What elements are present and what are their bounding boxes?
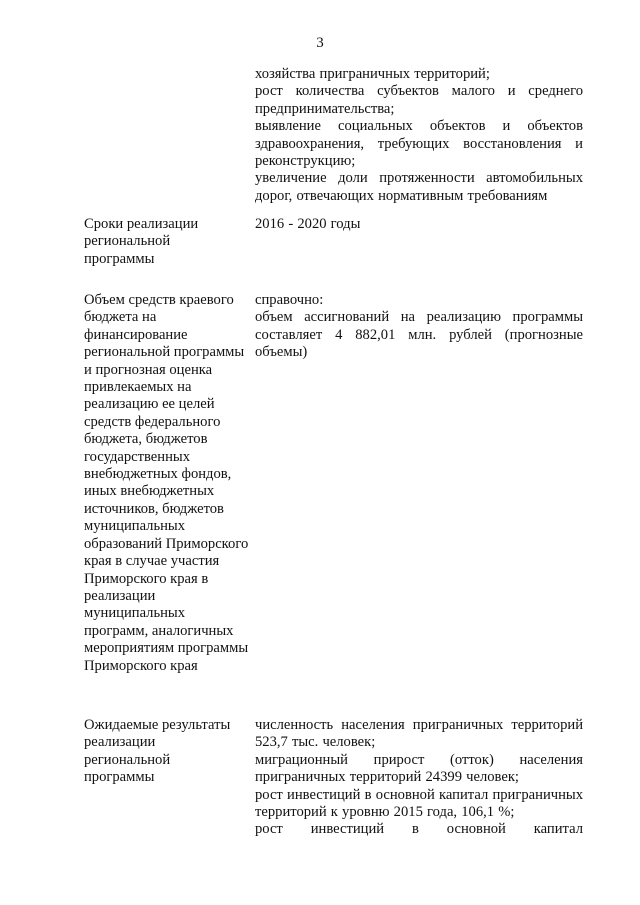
row-label: Объем средств краевого бюджета на финансирование региональной программы и прогнозная оценка привлекаемых на реализацию ее целей средств федерального бюджета, бюджетов государственных внебюджетных фондов, иных внебюджетных источников, бюджетов муниципальных образований Приморского края в случае участия Приморского края в реализации муниципальных программ, аналогичных мероприятиям программы Приморского края: [84, 292, 249, 674]
row-content: [255, 216, 583, 233]
row-content: [255, 292, 583, 362]
list-item: справочно:: [255, 292, 324, 308]
list-item: рост инвестиций в основной капитал приграничных территорий к уровню 2015 года, 106,1 %;: [255, 786, 583, 821]
list-item: 2016 - 2020 годы: [255, 216, 361, 232]
list-item: численность населения приграничных территорий 523,7 тыс. человек;: [255, 717, 583, 751]
list-item: рост количества субъектов малого и среднего предпринимательства;: [255, 83, 583, 117]
list-item: хозяйства приграничных территорий;: [255, 66, 490, 82]
list-item: миграционный прирост (отток) населения приграничных территорий 24399 человек;: [255, 751, 583, 786]
row-label: Ожидаемые результаты реализации региональной программы: [84, 717, 231, 786]
list-item: увеличение доли протяженности автомобильных дорог, отвечающих нормативным требованиям: [255, 170, 583, 204]
list-item: объем ассигнований на реализацию программы составляет 4 882,01 млн. рублей (прогнозные объемы): [255, 309, 583, 361]
list-item: выявление социальных объектов и объектов здравоохранения, требующих восстановления и реконструкцию;: [255, 118, 583, 170]
list-item: рост инвестиций в основной капитал: [255, 821, 583, 838]
row-content: [255, 717, 583, 839]
continued-content: [255, 66, 583, 205]
row-label: Сроки реализации региональной программы: [84, 216, 199, 267]
page-number: 3: [316, 35, 324, 51]
